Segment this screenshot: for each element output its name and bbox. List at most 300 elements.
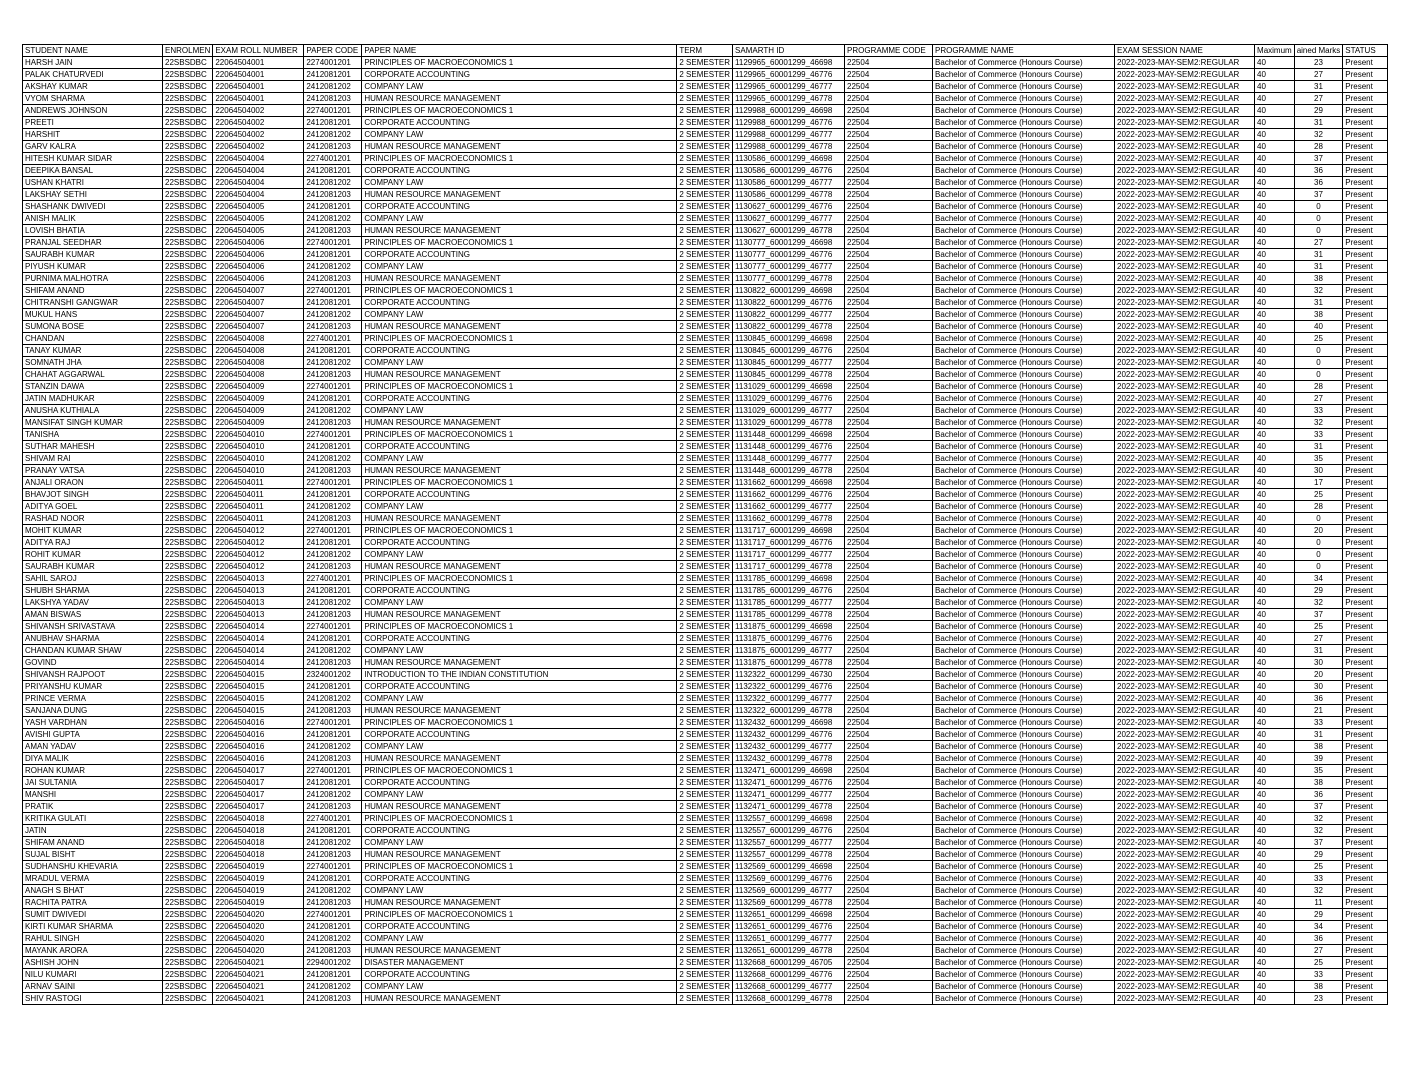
cell-status: Present [1343, 249, 1388, 261]
cell-obtained-marks: 31 [1294, 729, 1343, 741]
cell-exam-roll-number: 22064504012 [213, 549, 304, 561]
table-row [23, 561, 1388, 573]
cell-paper-code: 2412081201 [304, 441, 362, 453]
cell-paper-name: HUMAN RESOURCE MANAGEMENT [362, 897, 677, 909]
cell-enrolment-number: 22SBSDBC [163, 669, 213, 681]
cell-term: 2 SEMESTER [677, 237, 733, 249]
cell-paper-code: 2412081201 [304, 165, 362, 177]
cell-status: Present [1343, 189, 1388, 201]
cell-paper-name: CORPORATE ACCOUNTING [362, 297, 677, 309]
header-exam-roll-number: EXAM ROLL NUMBER [213, 45, 304, 57]
cell-maximum-marks: 40 [1255, 969, 1295, 981]
cell-enrolment-number: 22SBSDBC [163, 549, 213, 561]
cell-maximum-marks: 40 [1255, 153, 1295, 165]
cell-samarth-id: 1131448_60001299_46778 [733, 465, 845, 477]
cell-programme-name: Bachelor of Commerce (Honours Course) [933, 537, 1115, 549]
header-paper-code: PAPER CODE [304, 45, 362, 57]
cell-programme-code: 22504 [845, 237, 933, 249]
cell-status: Present [1343, 429, 1388, 441]
cell-term: 2 SEMESTER [677, 69, 733, 81]
cell-paper-name: CORPORATE ACCOUNTING [362, 585, 677, 597]
cell-paper-code: 2412081202 [304, 981, 362, 993]
cell-programme-code: 22504 [845, 789, 933, 801]
cell-paper-code: 2412081201 [304, 117, 362, 129]
cell-programme-name: Bachelor of Commerce (Honours Course) [933, 165, 1115, 177]
cell-samarth-id: 1131029_60001299_46698 [733, 381, 845, 393]
cell-enrolment-number: 22SBSDBC [163, 765, 213, 777]
cell-programme-name: Bachelor of Commerce (Honours Course) [933, 393, 1115, 405]
cell-paper-name: COMPANY LAW [362, 597, 677, 609]
cell-term: 2 SEMESTER [677, 321, 733, 333]
cell-term: 2 SEMESTER [677, 681, 733, 693]
cell-status: Present [1343, 153, 1388, 165]
cell-paper-name: HUMAN RESOURCE MANAGEMENT [362, 321, 677, 333]
cell-maximum-marks: 40 [1255, 693, 1295, 705]
cell-exam-session-name: 2022-2023-MAY-SEM2:REGULAR [1115, 465, 1255, 477]
cell-exam-session-name: 2022-2023-MAY-SEM2:REGULAR [1115, 981, 1255, 993]
cell-maximum-marks: 40 [1255, 249, 1295, 261]
cell-maximum-marks: 40 [1255, 441, 1295, 453]
cell-programme-code: 22504 [845, 177, 933, 189]
cell-maximum-marks: 40 [1255, 585, 1295, 597]
cell-obtained-marks: 34 [1294, 573, 1343, 585]
cell-programme-code: 22504 [845, 957, 933, 969]
cell-obtained-marks: 25 [1294, 621, 1343, 633]
cell-programme-name: Bachelor of Commerce (Honours Course) [933, 69, 1115, 81]
cell-maximum-marks: 40 [1255, 873, 1295, 885]
cell-term: 2 SEMESTER [677, 537, 733, 549]
cell-term: 2 SEMESTER [677, 297, 733, 309]
cell-programme-name: Bachelor of Commerce (Honours Course) [933, 765, 1115, 777]
cell-obtained-marks: 0 [1294, 213, 1343, 225]
header-student-name: STUDENT NAME [23, 45, 163, 57]
cell-status: Present [1343, 501, 1388, 513]
cell-status: Present [1343, 201, 1388, 213]
cell-exam-session-name: 2022-2023-MAY-SEM2:REGULAR [1115, 513, 1255, 525]
cell-exam-session-name: 2022-2023-MAY-SEM2:REGULAR [1115, 933, 1255, 945]
cell-term: 2 SEMESTER [677, 153, 733, 165]
cell-exam-session-name: 2022-2023-MAY-SEM2:REGULAR [1115, 225, 1255, 237]
cell-student-name: GARV KALRA [23, 141, 163, 153]
cell-programme-name: Bachelor of Commerce (Honours Course) [933, 825, 1115, 837]
cell-programme-name: Bachelor of Commerce (Honours Course) [933, 717, 1115, 729]
cell-paper-name: COMPANY LAW [362, 981, 677, 993]
cell-maximum-marks: 40 [1255, 717, 1295, 729]
cell-samarth-id: 1132668_60001299_46777 [733, 981, 845, 993]
table-body [23, 57, 1388, 1005]
cell-obtained-marks: 23 [1294, 993, 1343, 1005]
table-row [23, 993, 1388, 1005]
cell-obtained-marks: 31 [1294, 117, 1343, 129]
cell-status: Present [1343, 513, 1388, 525]
cell-paper-name: HUMAN RESOURCE MANAGEMENT [362, 849, 677, 861]
cell-paper-code: 2274001201 [304, 525, 362, 537]
cell-programme-name: Bachelor of Commerce (Honours Course) [933, 777, 1115, 789]
cell-exam-roll-number: 22064504013 [213, 573, 304, 585]
cell-term: 2 SEMESTER [677, 921, 733, 933]
cell-exam-session-name: 2022-2023-MAY-SEM2:REGULAR [1115, 813, 1255, 825]
cell-enrolment-number: 22SBSDBC [163, 681, 213, 693]
table-row [23, 489, 1388, 501]
cell-paper-code: 2412081201 [304, 633, 362, 645]
cell-maximum-marks: 40 [1255, 777, 1295, 789]
cell-paper-code: 2294001202 [304, 957, 362, 969]
table-row [23, 681, 1388, 693]
cell-programme-name: Bachelor of Commerce (Honours Course) [933, 141, 1115, 153]
cell-term: 2 SEMESTER [677, 501, 733, 513]
cell-paper-code: 2274001201 [304, 765, 362, 777]
cell-exam-session-name: 2022-2023-MAY-SEM2:REGULAR [1115, 525, 1255, 537]
cell-student-name: GOVIND [23, 657, 163, 669]
cell-paper-name: COMPANY LAW [362, 837, 677, 849]
cell-student-name: ANUSHA KUTHIALA [23, 405, 163, 417]
cell-student-name: SUJAL BISHT [23, 849, 163, 861]
cell-term: 2 SEMESTER [677, 837, 733, 849]
cell-student-name: PREETI [23, 117, 163, 129]
cell-obtained-marks: 29 [1294, 909, 1343, 921]
cell-paper-name: PRINCIPLES OF MACROECONOMICS 1 [362, 333, 677, 345]
header-status: STATUS [1343, 45, 1388, 57]
cell-programme-name: Bachelor of Commerce (Honours Course) [933, 657, 1115, 669]
cell-enrolment-number: 22SBSDBC [163, 465, 213, 477]
cell-exam-roll-number: 22064504004 [213, 165, 304, 177]
cell-programme-code: 22504 [845, 501, 933, 513]
cell-exam-session-name: 2022-2023-MAY-SEM2:REGULAR [1115, 165, 1255, 177]
cell-programme-code: 22504 [845, 153, 933, 165]
cell-programme-code: 22504 [845, 285, 933, 297]
cell-student-name: PRANAY VATSA [23, 465, 163, 477]
cell-obtained-marks: 0 [1294, 513, 1343, 525]
cell-programme-code: 22504 [845, 261, 933, 273]
cell-maximum-marks: 40 [1255, 945, 1295, 957]
cell-obtained-marks: 27 [1294, 633, 1343, 645]
cell-exam-roll-number: 22064504020 [213, 921, 304, 933]
cell-student-name: PIYUSH KUMAR [23, 261, 163, 273]
cell-obtained-marks: 27 [1294, 69, 1343, 81]
cell-samarth-id: 1130586_60001299_46776 [733, 165, 845, 177]
table-row [23, 873, 1388, 885]
cell-programme-code: 22504 [845, 117, 933, 129]
cell-samarth-id: 1130777_60001299_46778 [733, 273, 845, 285]
cell-paper-code: 2412081201 [304, 345, 362, 357]
cell-exam-roll-number: 22064504014 [213, 645, 304, 657]
cell-paper-code: 2324001202 [304, 669, 362, 681]
cell-maximum-marks: 40 [1255, 369, 1295, 381]
cell-paper-name: COMPANY LAW [362, 261, 677, 273]
cell-paper-name: CORPORATE ACCOUNTING [362, 441, 677, 453]
cell-programme-code: 22504 [845, 801, 933, 813]
cell-status: Present [1343, 861, 1388, 873]
cell-paper-code: 2412081201 [304, 777, 362, 789]
cell-samarth-id: 1130627_60001299_46777 [733, 213, 845, 225]
cell-term: 2 SEMESTER [677, 765, 733, 777]
cell-programme-code: 22504 [845, 609, 933, 621]
cell-obtained-marks: 37 [1294, 153, 1343, 165]
table-row [23, 981, 1388, 993]
cell-status: Present [1343, 489, 1388, 501]
cell-maximum-marks: 40 [1255, 789, 1295, 801]
cell-paper-code: 2412081202 [304, 741, 362, 753]
cell-exam-roll-number: 22064504011 [213, 513, 304, 525]
cell-status: Present [1343, 753, 1388, 765]
cell-paper-name: COMPANY LAW [362, 741, 677, 753]
cell-status: Present [1343, 321, 1388, 333]
cell-status: Present [1343, 261, 1388, 273]
cell-maximum-marks: 40 [1255, 333, 1295, 345]
cell-exam-roll-number: 22064504002 [213, 141, 304, 153]
cell-term: 2 SEMESTER [677, 717, 733, 729]
cell-enrolment-number: 22SBSDBC [163, 741, 213, 753]
cell-paper-name: CORPORATE ACCOUNTING [362, 729, 677, 741]
table-row [23, 909, 1388, 921]
cell-status: Present [1343, 813, 1388, 825]
cell-samarth-id: 1131875_60001299_46776 [733, 633, 845, 645]
cell-paper-code: 2412081201 [304, 489, 362, 501]
cell-paper-code: 2412081203 [304, 93, 362, 105]
cell-programme-name: Bachelor of Commerce (Honours Course) [933, 933, 1115, 945]
cell-term: 2 SEMESTER [677, 393, 733, 405]
cell-status: Present [1343, 417, 1388, 429]
cell-student-name: LOVISH BHATIA [23, 225, 163, 237]
cell-exam-roll-number: 22064504010 [213, 465, 304, 477]
cell-status: Present [1343, 969, 1388, 981]
cell-student-name: SUMIT DWIVEDI [23, 909, 163, 921]
cell-status: Present [1343, 801, 1388, 813]
cell-paper-code: 2412081203 [304, 189, 362, 201]
cell-programme-name: Bachelor of Commerce (Honours Course) [933, 645, 1115, 657]
cell-maximum-marks: 40 [1255, 285, 1295, 297]
cell-obtained-marks: 36 [1294, 789, 1343, 801]
cell-samarth-id: 1132432_60001299_46776 [733, 729, 845, 741]
cell-programme-name: Bachelor of Commerce (Honours Course) [933, 93, 1115, 105]
table-row [23, 609, 1388, 621]
cell-term: 2 SEMESTER [677, 993, 733, 1005]
cell-enrolment-number: 22SBSDBC [163, 621, 213, 633]
cell-enrolment-number: 22SBSDBC [163, 369, 213, 381]
cell-maximum-marks: 40 [1255, 321, 1295, 333]
cell-student-name: ANAGH S BHAT [23, 885, 163, 897]
cell-student-name: RACHITA PATRA [23, 897, 163, 909]
cell-samarth-id: 1130586_60001299_46698 [733, 153, 845, 165]
cell-samarth-id: 1130627_60001299_46778 [733, 225, 845, 237]
cell-programme-code: 22504 [845, 165, 933, 177]
cell-samarth-id: 1132557_60001299_46777 [733, 837, 845, 849]
cell-programme-name: Bachelor of Commerce (Honours Course) [933, 621, 1115, 633]
cell-paper-code: 2412081203 [304, 465, 362, 477]
cell-paper-code: 2412081201 [304, 249, 362, 261]
table-row [23, 729, 1388, 741]
cell-programme-name: Bachelor of Commerce (Honours Course) [933, 477, 1115, 489]
cell-obtained-marks: 28 [1294, 141, 1343, 153]
cell-exam-session-name: 2022-2023-MAY-SEM2:REGULAR [1115, 585, 1255, 597]
cell-paper-name: PRINCIPLES OF MACROECONOMICS 1 [362, 477, 677, 489]
table-row [23, 525, 1388, 537]
cell-student-name: SHIVANSH SRIVASTAVA [23, 621, 163, 633]
cell-enrolment-number: 22SBSDBC [163, 525, 213, 537]
cell-enrolment-number: 22SBSDBC [163, 585, 213, 597]
cell-samarth-id: 1131785_60001299_46776 [733, 585, 845, 597]
cell-student-name: MOHIT KUMAR [23, 525, 163, 537]
table-row [23, 225, 1388, 237]
cell-status: Present [1343, 525, 1388, 537]
cell-paper-name: HUMAN RESOURCE MANAGEMENT [362, 417, 677, 429]
cell-exam-roll-number: 22064504017 [213, 765, 304, 777]
cell-student-name: MANSIFAT SINGH KUMAR [23, 417, 163, 429]
cell-term: 2 SEMESTER [677, 105, 733, 117]
cell-programme-code: 22504 [845, 861, 933, 873]
cell-term: 2 SEMESTER [677, 57, 733, 69]
cell-student-name: ANISH MALIK [23, 213, 163, 225]
cell-maximum-marks: 40 [1255, 549, 1295, 561]
cell-student-name: RAHUL SINGH [23, 933, 163, 945]
table-row [23, 669, 1388, 681]
cell-paper-code: 2412081201 [304, 393, 362, 405]
cell-term: 2 SEMESTER [677, 957, 733, 969]
cell-samarth-id: 1131785_60001299_46777 [733, 597, 845, 609]
cell-programme-name: Bachelor of Commerce (Honours Course) [933, 453, 1115, 465]
table-row [23, 789, 1388, 801]
cell-obtained-marks: 37 [1294, 801, 1343, 813]
cell-samarth-id: 1131029_60001299_46778 [733, 417, 845, 429]
cell-term: 2 SEMESTER [677, 441, 733, 453]
cell-enrolment-number: 22SBSDBC [163, 633, 213, 645]
cell-exam-session-name: 2022-2023-MAY-SEM2:REGULAR [1115, 825, 1255, 837]
cell-obtained-marks: 33 [1294, 717, 1343, 729]
cell-exam-session-name: 2022-2023-MAY-SEM2:REGULAR [1115, 105, 1255, 117]
cell-status: Present [1343, 393, 1388, 405]
cell-programme-code: 22504 [845, 513, 933, 525]
cell-maximum-marks: 40 [1255, 801, 1295, 813]
cell-obtained-marks: 32 [1294, 885, 1343, 897]
cell-status: Present [1343, 981, 1388, 993]
cell-status: Present [1343, 441, 1388, 453]
cell-programme-name: Bachelor of Commerce (Honours Course) [933, 309, 1115, 321]
cell-status: Present [1343, 381, 1388, 393]
cell-obtained-marks: 30 [1294, 681, 1343, 693]
cell-maximum-marks: 40 [1255, 981, 1295, 993]
table-row [23, 213, 1388, 225]
cell-paper-code: 2412081203 [304, 753, 362, 765]
cell-programme-name: Bachelor of Commerce (Honours Course) [933, 321, 1115, 333]
cell-samarth-id: 1132668_60001299_46778 [733, 993, 845, 1005]
cell-exam-roll-number: 22064504001 [213, 93, 304, 105]
cell-programme-name: Bachelor of Commerce (Honours Course) [933, 441, 1115, 453]
cell-maximum-marks: 40 [1255, 213, 1295, 225]
cell-student-name: PRIYANSHU KUMAR [23, 681, 163, 693]
cell-term: 2 SEMESTER [677, 417, 733, 429]
cell-paper-code: 2274001201 [304, 285, 362, 297]
cell-exam-roll-number: 22064504006 [213, 249, 304, 261]
cell-programme-code: 22504 [845, 813, 933, 825]
cell-maximum-marks: 40 [1255, 957, 1295, 969]
cell-programme-code: 22504 [845, 81, 933, 93]
table-row [23, 597, 1388, 609]
table-row [23, 453, 1388, 465]
cell-programme-code: 22504 [845, 681, 933, 693]
header-term: TERM [677, 45, 733, 57]
table-row [23, 837, 1388, 849]
table-row [23, 417, 1388, 429]
cell-term: 2 SEMESTER [677, 633, 733, 645]
cell-maximum-marks: 40 [1255, 681, 1295, 693]
cell-term: 2 SEMESTER [677, 729, 733, 741]
cell-student-name: MRADUL VERMA [23, 873, 163, 885]
cell-paper-name: CORPORATE ACCOUNTING [362, 345, 677, 357]
table-row [23, 621, 1388, 633]
cell-obtained-marks: 32 [1294, 417, 1343, 429]
cell-paper-code: 2274001201 [304, 237, 362, 249]
cell-maximum-marks: 40 [1255, 765, 1295, 777]
cell-term: 2 SEMESTER [677, 165, 733, 177]
cell-samarth-id: 1131662_60001299_46776 [733, 489, 845, 501]
cell-exam-session-name: 2022-2023-MAY-SEM2:REGULAR [1115, 921, 1255, 933]
cell-exam-session-name: 2022-2023-MAY-SEM2:REGULAR [1115, 501, 1255, 513]
cell-enrolment-number: 22SBSDBC [163, 381, 213, 393]
cell-status: Present [1343, 141, 1388, 153]
cell-status: Present [1343, 297, 1388, 309]
cell-term: 2 SEMESTER [677, 777, 733, 789]
cell-enrolment-number: 22SBSDBC [163, 957, 213, 969]
cell-exam-session-name: 2022-2023-MAY-SEM2:REGULAR [1115, 741, 1255, 753]
cell-term: 2 SEMESTER [677, 897, 733, 909]
cell-samarth-id: 1132569_60001299_46698 [733, 861, 845, 873]
cell-exam-session-name: 2022-2023-MAY-SEM2:REGULAR [1115, 345, 1255, 357]
cell-term: 2 SEMESTER [677, 345, 733, 357]
cell-status: Present [1343, 609, 1388, 621]
cell-exam-roll-number: 22064504009 [213, 405, 304, 417]
cell-term: 2 SEMESTER [677, 93, 733, 105]
header-exam-session-name: EXAM SESSION NAME [1115, 45, 1255, 57]
cell-obtained-marks: 33 [1294, 873, 1343, 885]
cell-samarth-id: 1132432_60001299_46698 [733, 717, 845, 729]
cell-programme-code: 22504 [845, 837, 933, 849]
cell-term: 2 SEMESTER [677, 873, 733, 885]
cell-student-name: YASH VARDHAN [23, 717, 163, 729]
cell-samarth-id: 1130822_60001299_46698 [733, 285, 845, 297]
cell-enrolment-number: 22SBSDBC [163, 141, 213, 153]
cell-exam-roll-number: 22064504018 [213, 837, 304, 849]
cell-programme-code: 22504 [845, 489, 933, 501]
cell-obtained-marks: 0 [1294, 561, 1343, 573]
cell-exam-roll-number: 22064504021 [213, 969, 304, 981]
table-row [23, 933, 1388, 945]
cell-enrolment-number: 22SBSDBC [163, 777, 213, 789]
cell-programme-name: Bachelor of Commerce (Honours Course) [933, 117, 1115, 129]
cell-exam-roll-number: 22064504005 [213, 201, 304, 213]
cell-exam-roll-number: 22064504002 [213, 105, 304, 117]
cell-student-name: JATIN [23, 825, 163, 837]
cell-maximum-marks: 40 [1255, 813, 1295, 825]
cell-maximum-marks: 40 [1255, 597, 1295, 609]
cell-exam-roll-number: 22064504013 [213, 609, 304, 621]
cell-enrolment-number: 22SBSDBC [163, 201, 213, 213]
cell-enrolment-number: 22SBSDBC [163, 213, 213, 225]
cell-programme-name: Bachelor of Commerce (Honours Course) [933, 345, 1115, 357]
cell-exam-session-name: 2022-2023-MAY-SEM2:REGULAR [1115, 357, 1255, 369]
cell-exam-roll-number: 22064504012 [213, 525, 304, 537]
cell-maximum-marks: 40 [1255, 741, 1295, 753]
cell-term: 2 SEMESTER [677, 453, 733, 465]
cell-enrolment-number: 22SBSDBC [163, 561, 213, 573]
table-row [23, 429, 1388, 441]
cell-exam-roll-number: 22064504018 [213, 849, 304, 861]
cell-paper-code: 2274001201 [304, 333, 362, 345]
cell-enrolment-number: 22SBSDBC [163, 837, 213, 849]
cell-paper-code: 2274001201 [304, 861, 362, 873]
cell-programme-name: Bachelor of Commerce (Honours Course) [933, 81, 1115, 93]
cell-programme-name: Bachelor of Commerce (Honours Course) [933, 333, 1115, 345]
cell-obtained-marks: 28 [1294, 501, 1343, 513]
